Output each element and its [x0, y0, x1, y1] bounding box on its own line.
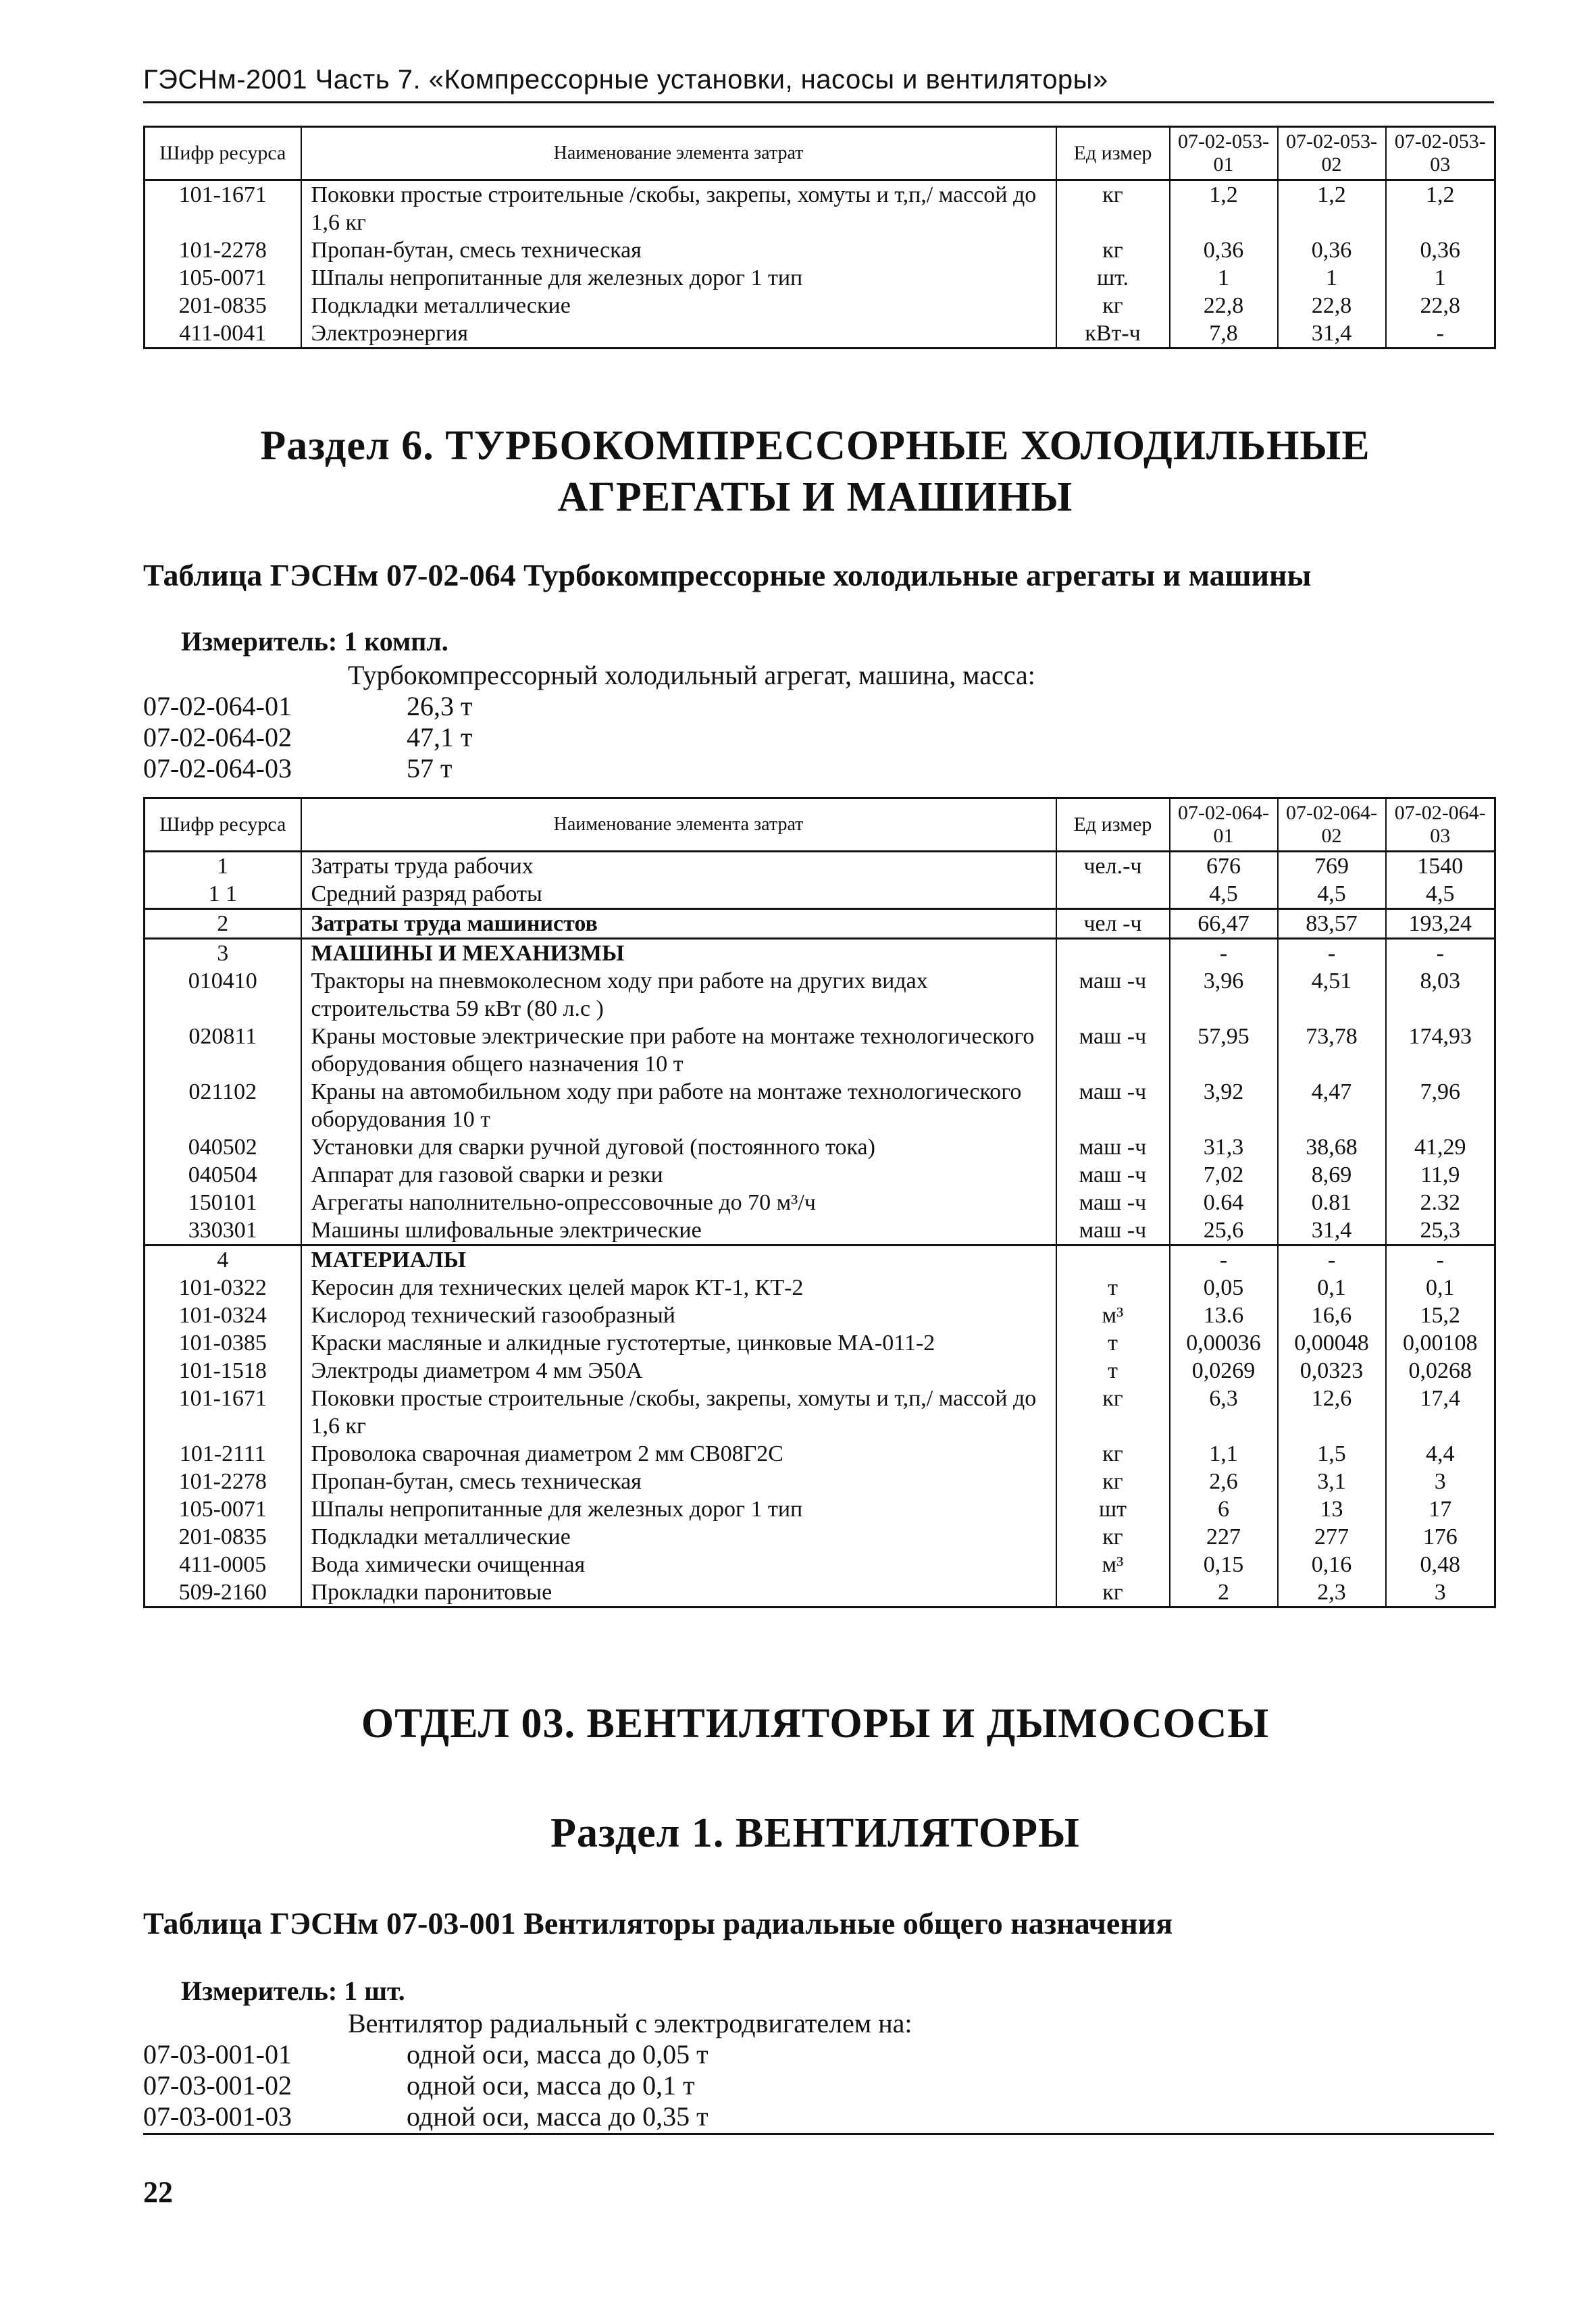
variant-code: 07-02-064-02: [143, 722, 292, 752]
row-value-2: 2,3: [1278, 1578, 1386, 1608]
table-row: [145, 292, 1495, 319]
table-row: [145, 1245, 1495, 1275]
row-value-1: 2: [1170, 1578, 1278, 1608]
row-unit: маш -ч: [1056, 967, 1170, 1023]
row-name: Затраты труда машинистов: [301, 909, 1056, 939]
row-code: 101-1671: [145, 180, 301, 237]
column-header-variant-2: 07-02-064-02: [1278, 798, 1386, 852]
row-unit: маш -ч: [1056, 1133, 1170, 1161]
row-value-1: 7,8: [1170, 319, 1278, 349]
table-row: [145, 1523, 1495, 1551]
row-value-3: 8,03: [1386, 967, 1495, 1023]
table-header-row: [145, 127, 1495, 180]
row-code: 040504: [145, 1161, 301, 1189]
row-name: Тракторы на пневмоколесном ходу при работе на других видах строительства 59 кВт (80 л.с ): [301, 967, 1056, 1023]
row-unit: м³: [1056, 1302, 1170, 1329]
row-value-2: 1,2: [1278, 180, 1386, 237]
row-name: Прокладки паронитовые: [301, 1578, 1056, 1608]
variant-code: 07-03-001-03: [143, 2101, 292, 2132]
column-header-name: Наименование элемента затрат: [301, 798, 1056, 852]
variant-row: [143, 2101, 709, 2132]
variant-code: 07-02-064-03: [143, 753, 292, 783]
table-row: [145, 939, 1495, 968]
row-code: 101-0385: [145, 1329, 301, 1357]
row-value-1: 1,1: [1170, 1440, 1278, 1468]
row-value-3: -: [1386, 1245, 1495, 1275]
row-value-3: 15,2: [1386, 1302, 1495, 1329]
row-name: Аппарат для газовой сварки и резки: [301, 1161, 1056, 1189]
table-row: [145, 1329, 1495, 1357]
row-name: Электроды диаметром 4 мм Э50А: [301, 1357, 1056, 1385]
row-value-2: 31,4: [1278, 1216, 1386, 1245]
row-value-1: 0,05: [1170, 1274, 1278, 1302]
resource-table-053: [143, 126, 1496, 349]
variant-description: одной оси, масса до 0,35 т: [407, 2101, 709, 2132]
row-value-3: 17: [1386, 1495, 1495, 1523]
table-row: [145, 1023, 1495, 1078]
row-value-2: 0,36: [1278, 236, 1386, 264]
table-row: [145, 1440, 1495, 1468]
row-value-2: 0,1: [1278, 1274, 1386, 1302]
column-header-variant-3: 07-02-053-03: [1386, 127, 1495, 180]
row-value-3: 2.32: [1386, 1189, 1495, 1216]
row-name: Поковки простые строительные /скобы, закрепы, хомуты и т,п,/ массой до 1,6 кг: [301, 1385, 1056, 1440]
row-code: 4: [145, 1245, 301, 1275]
row-name: Машины шлифовальные электрические: [301, 1216, 1056, 1245]
row-code: 101-2278: [145, 1468, 301, 1495]
variant-code: 07-03-001-01: [143, 2039, 292, 2069]
row-unit: [1056, 939, 1170, 968]
table-row: [145, 880, 1495, 909]
row-code: 101-1671: [145, 1385, 301, 1440]
meter-label: Измеритель:: [181, 626, 338, 657]
column-header-code: Шифр ресурса: [145, 127, 301, 180]
header-rule: [143, 101, 1494, 103]
variant-description: 57 т: [407, 753, 453, 783]
row-unit: кг: [1056, 292, 1170, 319]
table-row: [145, 1216, 1495, 1245]
row-code: 101-2111: [145, 1440, 301, 1468]
row-value-1: 1,2: [1170, 180, 1278, 237]
row-value-2: 0,0323: [1278, 1357, 1386, 1385]
row-code: 105-0071: [145, 1495, 301, 1523]
meter: [181, 625, 448, 657]
row-unit: кг: [1056, 1468, 1170, 1495]
row-value-3: 176: [1386, 1523, 1495, 1551]
row-value-2: 38,68: [1278, 1133, 1386, 1161]
row-value-2: 0,00048: [1278, 1329, 1386, 1357]
row-value-3: 41,29: [1386, 1133, 1495, 1161]
row-unit: чел -ч: [1056, 909, 1170, 939]
table-row: [145, 1133, 1495, 1161]
resource-table-064: [143, 797, 1496, 1608]
row-name: Вода химически очищенная: [301, 1551, 1056, 1578]
row-value-1: 2,6: [1170, 1468, 1278, 1495]
table-body: [145, 180, 1495, 349]
variant-code: 07-02-064-01: [143, 691, 292, 721]
row-unit: т: [1056, 1274, 1170, 1302]
table-row: [145, 1274, 1495, 1302]
row-value-2: 12,6: [1278, 1385, 1386, 1440]
section-title: Раздел 1. ВЕНТИЛЯТОРЫ: [550, 1810, 1080, 1856]
table-row: [145, 180, 1495, 237]
row-value-1: 13.6: [1170, 1302, 1278, 1329]
variant-description: одной оси, масса до 0,05 т: [407, 2039, 709, 2069]
row-name: Пропан-бутан, смесь техническая: [301, 236, 1056, 264]
row-value-2: 4,47: [1278, 1078, 1386, 1133]
row-value-1: -: [1170, 1245, 1278, 1275]
row-name: Краски масляные и алкидные густотертые, цинковые МА-011-2: [301, 1329, 1056, 1357]
row-code: 105-0071: [145, 264, 301, 292]
table-body: [145, 852, 1495, 1608]
column-header-variant-3: 07-02-064-03: [1386, 798, 1495, 852]
row-code: 101-2278: [145, 236, 301, 264]
row-unit: маш -ч: [1056, 1216, 1170, 1245]
row-value-1: 0,36: [1170, 236, 1278, 264]
row-value-2: 73,78: [1278, 1023, 1386, 1078]
table-row: [145, 1357, 1495, 1385]
row-name: Шпалы непропитанные для железных дорог 1 тип: [301, 264, 1056, 292]
row-name: Пропан-бутан, смесь техническая: [301, 1468, 1056, 1495]
row-value-1: 676: [1170, 852, 1278, 881]
row-unit: маш -ч: [1056, 1078, 1170, 1133]
row-value-1: -: [1170, 939, 1278, 968]
table-row: [145, 1578, 1495, 1608]
table-row: [145, 1302, 1495, 1329]
row-value-1: 66,47: [1170, 909, 1278, 939]
row-name: Поковки простые строительные /скобы, закрепы, хомуты и т,п,/ массой до 1,6 кг: [301, 180, 1056, 237]
variant-row: [143, 721, 472, 752]
table-row: [145, 264, 1495, 292]
footer-rule: [143, 2133, 1494, 2135]
row-name: Электроэнергия: [301, 319, 1056, 349]
row-value-3: 174,93: [1386, 1023, 1495, 1078]
row-name: Краны на автомобильном ходу при работе на монтаже технологического оборудования 10 т: [301, 1078, 1056, 1133]
row-value-2: 8,69: [1278, 1161, 1386, 1189]
row-unit: маш -ч: [1056, 1161, 1170, 1189]
row-value-3: 0,00108: [1386, 1329, 1495, 1357]
table-row: [145, 1189, 1495, 1216]
row-name: МАТЕРИАЛЫ: [301, 1245, 1056, 1275]
meter-value: 1 компл.: [344, 626, 448, 657]
row-code: 020811: [145, 1023, 301, 1078]
row-value-1: 4,5: [1170, 880, 1278, 909]
column-header-variant-1: 07-02-053-01: [1170, 127, 1278, 180]
meter: [181, 1975, 405, 2007]
table-title: Таблица ГЭСНм 07-03-001 Вентиляторы радиальные общего назначения: [143, 1906, 1173, 1940]
row-code: 021102: [145, 1078, 301, 1133]
row-unit: кВт-ч: [1056, 319, 1170, 349]
row-unit: маш -ч: [1056, 1189, 1170, 1216]
row-value-2: 4,51: [1278, 967, 1386, 1023]
variant-row: [143, 2038, 709, 2069]
column-header-code: Шифр ресурса: [145, 798, 301, 852]
row-code: 411-0041: [145, 319, 301, 349]
table-row: [145, 909, 1495, 939]
row-value-1: 0,0269: [1170, 1357, 1278, 1385]
row-value-2: 22,8: [1278, 292, 1386, 319]
variant-description: 47,1 т: [407, 722, 473, 752]
page-number: 22: [143, 2176, 173, 2209]
row-name: Установки для сварки ручной дуговой (постоянного тока): [301, 1133, 1056, 1161]
row-unit: кг: [1056, 236, 1170, 264]
row-unit: [1056, 880, 1170, 909]
row-value-2: 769: [1278, 852, 1386, 881]
row-unit: [1056, 1245, 1170, 1275]
section-title: Раздел 6. ТУРБОКОМПРЕССОРНЫЕ ХОЛОДИЛЬНЫЕ АГРЕГАТЫ И МАШИНЫ: [260, 423, 1370, 520]
row-code: 010410: [145, 967, 301, 1023]
row-name: Агрегаты наполнительно-опрессовочные до 70 м³/ч: [301, 1189, 1056, 1216]
row-code: 101-1518: [145, 1357, 301, 1385]
row-name: Средний разряд работы: [301, 880, 1056, 909]
row-code: 101-0324: [145, 1302, 301, 1329]
row-value-1: 25,6: [1170, 1216, 1278, 1245]
row-code: 2: [145, 909, 301, 939]
row-value-1: 6: [1170, 1495, 1278, 1523]
variant-row: [143, 690, 472, 721]
row-code: 1 1: [145, 880, 301, 909]
row-value-2: 277: [1278, 1523, 1386, 1551]
row-unit: шт: [1056, 1495, 1170, 1523]
row-value-3: 1,2: [1386, 180, 1495, 237]
variant-code: 07-03-001-02: [143, 2070, 292, 2101]
row-name: Керосин для технических целей марок КТ-1, КТ-2: [301, 1274, 1056, 1302]
row-name: Подкладки металлические: [301, 1523, 1056, 1551]
variant-row: [143, 2069, 695, 2101]
row-value-3: 22,8: [1386, 292, 1495, 319]
table-row: [145, 319, 1495, 349]
row-code: 411-0005: [145, 1551, 301, 1578]
row-value-3: 1: [1386, 264, 1495, 292]
row-name: Затраты труда рабочих: [301, 852, 1056, 881]
row-value-2: 4,5: [1278, 880, 1386, 909]
column-header-unit: Ед измер: [1056, 127, 1170, 180]
row-value-1: 7,02: [1170, 1161, 1278, 1189]
row-unit: кг: [1056, 180, 1170, 237]
row-name: Подкладки металлические: [301, 292, 1056, 319]
row-value-3: 3: [1386, 1468, 1495, 1495]
table-row: [145, 967, 1495, 1023]
row-unit: чел.-ч: [1056, 852, 1170, 881]
row-value-2: 31,4: [1278, 319, 1386, 349]
row-value-3: 3: [1386, 1578, 1495, 1608]
row-unit: т: [1056, 1357, 1170, 1385]
row-name: Кислород технический газообразный: [301, 1302, 1056, 1329]
row-unit: т: [1056, 1329, 1170, 1357]
department-title: ОТДЕЛ 03. ВЕНТИЛЯТОРЫ И ДЫМОСОСЫ: [361, 1701, 1270, 1747]
meter-value: 1 шт.: [344, 1976, 405, 2006]
row-value-3: 25,3: [1386, 1216, 1495, 1245]
meter-label: Измеритель:: [181, 1976, 338, 2006]
row-value-1: 3,92: [1170, 1078, 1278, 1133]
row-code: 1: [145, 852, 301, 881]
row-value-3: 0,48: [1386, 1551, 1495, 1578]
row-code: 330301: [145, 1216, 301, 1245]
running-header: ГЭСНм-2001 Часть 7. «Компрессорные установки, насосы и вентиляторы»: [143, 65, 1108, 95]
row-value-1: 0,15: [1170, 1551, 1278, 1578]
table-row: [145, 1495, 1495, 1523]
row-code: 150101: [145, 1189, 301, 1216]
row-code: 201-0835: [145, 1523, 301, 1551]
row-unit: кг: [1056, 1440, 1170, 1468]
row-value-3: 0,0268: [1386, 1357, 1495, 1385]
row-name: Проволока сварочная диаметром 2 мм СВ08Г2С: [301, 1440, 1056, 1468]
row-value-2: 83,57: [1278, 909, 1386, 939]
row-unit: кг: [1056, 1385, 1170, 1440]
row-value-1: 31,3: [1170, 1133, 1278, 1161]
row-value-1: 6,3: [1170, 1385, 1278, 1440]
row-value-1: 0,00036: [1170, 1329, 1278, 1357]
row-value-3: 4,4: [1386, 1440, 1495, 1468]
row-value-2: -: [1278, 939, 1386, 968]
row-unit: маш -ч: [1056, 1023, 1170, 1078]
table-title: Таблица ГЭСНм 07-02-064 Турбокомпрессорные холодильные агрегаты и машины: [143, 558, 1312, 592]
row-unit: шт.: [1056, 264, 1170, 292]
row-value-1: 22,8: [1170, 292, 1278, 319]
row-code: 201-0835: [145, 292, 301, 319]
variant-intro: Турбокомпрессорный холодильный агрегат, машина, масса:: [348, 660, 1035, 690]
column-header-unit: Ед измер: [1056, 798, 1170, 852]
row-value-3: 17,4: [1386, 1385, 1495, 1440]
row-value-3: 0,1: [1386, 1274, 1495, 1302]
table-row: [145, 852, 1495, 881]
row-value-1: 3,96: [1170, 967, 1278, 1023]
row-value-2: 1,5: [1278, 1440, 1386, 1468]
row-value-1: 0.64: [1170, 1189, 1278, 1216]
row-value-3: 1540: [1386, 852, 1495, 881]
row-unit: кг: [1056, 1578, 1170, 1608]
row-value-3: 11,9: [1386, 1161, 1495, 1189]
row-code: 509-2160: [145, 1578, 301, 1608]
variant-intro: Вентилятор радиальный с электродвигателем на:: [348, 2008, 912, 2038]
variant-description: одной оси, масса до 0,1 т: [407, 2070, 695, 2101]
variant-row: [143, 752, 452, 783]
row-value-3: -: [1386, 319, 1495, 349]
row-name: МАШИНЫ И МЕХАНИЗМЫ: [301, 939, 1056, 968]
row-value-3: 0,36: [1386, 236, 1495, 264]
row-unit: кг: [1056, 1523, 1170, 1551]
row-value-2: -: [1278, 1245, 1386, 1275]
column-header-name: Наименование элемента затрат: [301, 127, 1056, 180]
variant-description: 26,3 т: [407, 691, 473, 721]
column-header-variant-2: 07-02-053-02: [1278, 127, 1386, 180]
table-row: [145, 1078, 1495, 1133]
row-value-2: 0,16: [1278, 1551, 1386, 1578]
row-value-3: 193,24: [1386, 909, 1495, 939]
table-row: [145, 1385, 1495, 1440]
column-header-variant-1: 07-02-064-01: [1170, 798, 1278, 852]
row-value-1: 1: [1170, 264, 1278, 292]
table-row: [145, 1468, 1495, 1495]
row-code: 3: [145, 939, 301, 968]
table-row: [145, 236, 1495, 264]
row-value-2: 0.81: [1278, 1189, 1386, 1216]
row-value-2: 3,1: [1278, 1468, 1386, 1495]
row-value-2: 16,6: [1278, 1302, 1386, 1329]
row-value-1: 227: [1170, 1523, 1278, 1551]
row-value-2: 13: [1278, 1495, 1386, 1523]
table-row: [145, 1161, 1495, 1189]
row-name: Шпалы непропитанные для железных дорог 1 тип: [301, 1495, 1056, 1523]
row-unit: м³: [1056, 1551, 1170, 1578]
row-code: 040502: [145, 1133, 301, 1161]
row-value-3: 4,5: [1386, 880, 1495, 909]
row-value-3: 7,96: [1386, 1078, 1495, 1133]
row-code: 101-0322: [145, 1274, 301, 1302]
row-value-2: 1: [1278, 264, 1386, 292]
table-header-row: [145, 798, 1495, 852]
row-value-3: -: [1386, 939, 1495, 968]
row-value-1: 57,95: [1170, 1023, 1278, 1078]
table-row: [145, 1551, 1495, 1578]
row-name: Краны мостовые электрические при работе на монтаже технологического оборудования общего назначения 10 т: [301, 1023, 1056, 1078]
